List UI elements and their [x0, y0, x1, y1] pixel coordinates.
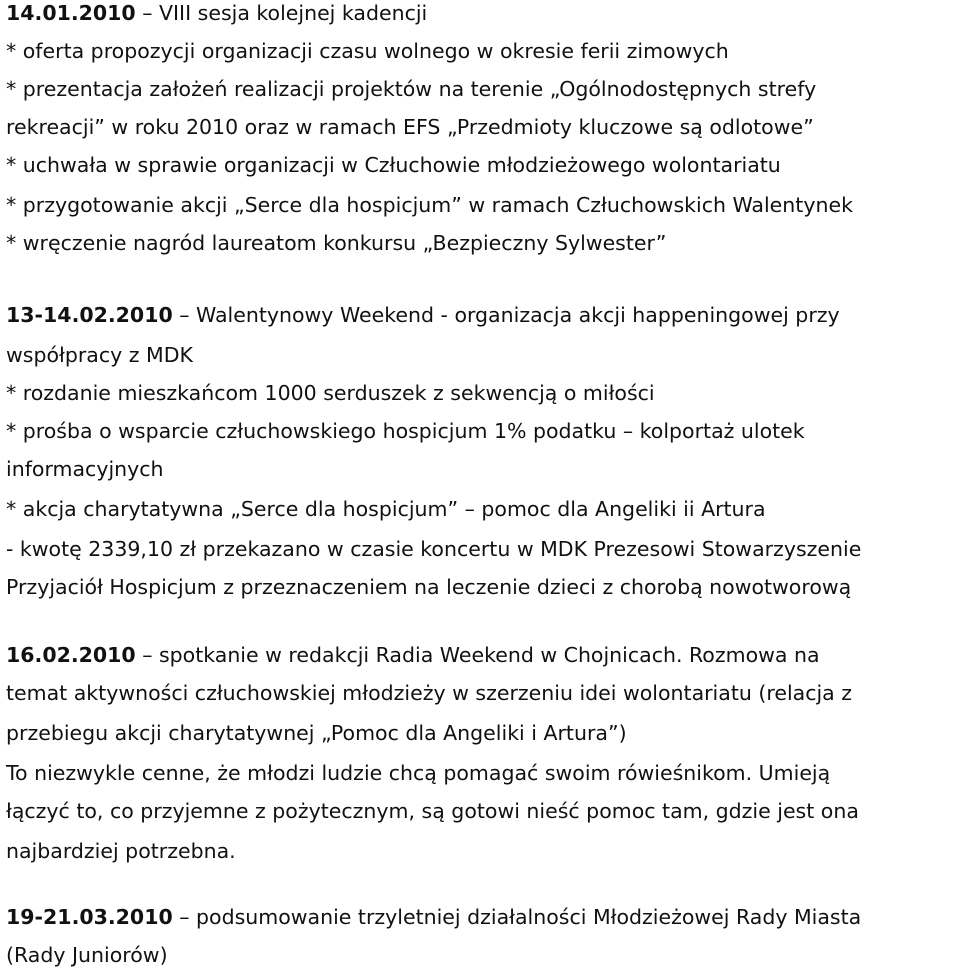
entry-title: – spotkanie w redakcji Radia Weekend w Chojnicach. Rozmowa na: [135, 643, 820, 667]
paragraph-line: To niezwykle cenne, że młodzi ludzie chcą pomagać swoim rówieśnikom. Umieją: [6, 761, 831, 785]
list-item-continuation: informacyjnych: [6, 457, 164, 481]
entry-heading: [6, 898, 954, 936]
entry-title-continuation: (Rady Juniorów): [6, 943, 168, 967]
entry-date: 13-14.02.2010: [6, 303, 173, 327]
paragraph-line: łączyć to, co przyjemne z pożytecznym, są gotowi nieść pomoc tam, gdzie jest ona: [6, 799, 859, 823]
paragraph-line: najbardziej potrzebna.: [6, 839, 236, 863]
entry-heading: [6, 0, 954, 32]
list-item: * prezentacja założeń realizacji projektów na terenie „Ogólnodostępnych strefy: [6, 77, 817, 101]
entry-date: 16.02.2010: [6, 643, 136, 667]
list-item: * uchwała w sprawie organizacji w Człuchowie młodzieżowego wolontariatu: [6, 153, 781, 177]
list-item: * wręczenie nagród laureatom konkursu „Bezpieczny Sylwester”: [6, 231, 667, 255]
entry-date: 14.01.2010: [6, 1, 136, 25]
entry-title: – Walentynowy Weekend - organizacja akcji happeningowej przy: [172, 303, 840, 327]
entry-title: – podsumowanie trzyletniej działalności Młodzieżowej Rady Miasta: [172, 905, 862, 929]
paragraph-line: - kwotę 2339,10 zł przekazano w czasie koncertu w MDK Prezesowi Stowarzyszenie: [6, 537, 862, 561]
entry-heading: [6, 296, 954, 334]
list-item: * oferta propozycji organizacji czasu wolnego w okresie ferii zimowych: [6, 39, 729, 63]
list-item: * prośba o wsparcie człuchowskiego hospicjum 1% podatku – kolportaż ulotek: [6, 419, 805, 443]
paragraph-line: Przyjaciół Hospicjum z przeznaczeniem na leczenie dzieci z chorobą nowotworową: [6, 575, 852, 599]
list-item: * rozdanie mieszkańcom 1000 serduszek z sekwencją o miłości: [6, 381, 655, 405]
entry-heading: [6, 636, 954, 674]
list-item-continuation: rekreacji” w roku 2010 oraz w ramach EFS „Przedmioty kluczowe są odlotowe”: [6, 115, 814, 139]
paragraph-line: temat aktywności człuchowskiej młodzieży w szerzeniu idei wolontariatu (relacja z: [6, 681, 853, 705]
list-item: * przygotowanie akcji „Serce dla hospicjum” w ramach Człuchowskich Walentynek: [6, 193, 853, 217]
paragraph-line: przebiegu akcji charytatywnej „Pomoc dla Angeliki i Artura”): [6, 721, 627, 745]
entry-title-continuation: współpracy z MDK: [6, 343, 193, 367]
entry-title: – VIII sesja kolejnej kadencji: [135, 1, 428, 25]
entry-date: 19-21.03.2010: [6, 905, 173, 929]
list-item: * akcja charytatywna „Serce dla hospicjum” – pomoc dla Angeliki ii Artura: [6, 497, 766, 521]
